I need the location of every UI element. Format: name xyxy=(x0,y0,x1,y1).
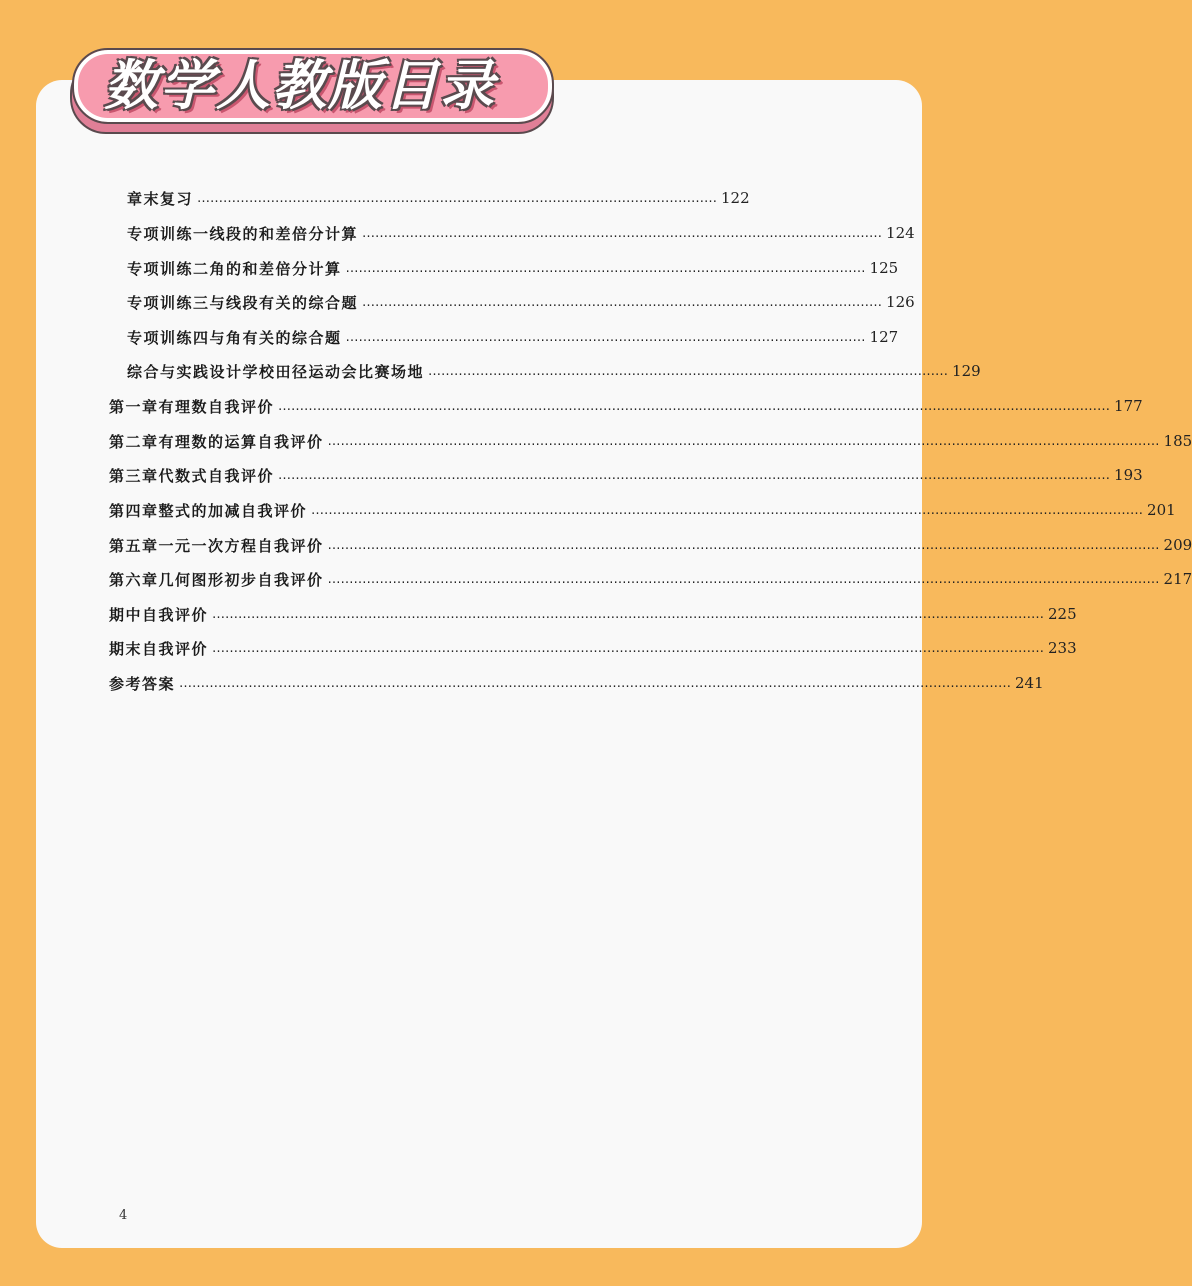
chapter-name: 一元一次方程 xyxy=(158,536,258,555)
toc-entry[interactable] xyxy=(109,638,1077,658)
entry-subtitle: 与角有关的综合题 xyxy=(209,328,342,347)
entry-subtitle: 与线段有关的综合题 xyxy=(209,293,359,312)
chapter-eval: 自我评价 xyxy=(208,397,275,416)
entry-page: 185 xyxy=(1163,432,1192,450)
chapter-name: 有理数的运算 xyxy=(158,432,258,451)
dot-leader: ………………………………………………………………………………………………………………………………………………………………………… xyxy=(212,606,1045,622)
entry-subtitle: 设计学校田径运动会比赛场地 xyxy=(209,362,425,381)
entry-title: 综合与实践 xyxy=(127,362,210,381)
toc-entry[interactable] xyxy=(127,292,915,312)
dot-leader: ………………………………………………………………………………………………………………………………………………………………………… xyxy=(179,675,1012,691)
entry-page: 125 xyxy=(869,259,899,277)
entry-title: 参考答案 xyxy=(109,674,176,693)
toc-entry[interactable] xyxy=(127,361,981,381)
entry-subtitle: 角的和差倍分计算 xyxy=(209,259,342,278)
chapter-name: 代数式 xyxy=(158,466,209,485)
chapter-label: 第三章 xyxy=(109,466,159,485)
chapter-label: 第六章 xyxy=(109,570,159,589)
entry-subtitle: 线段的和差倍分计算 xyxy=(209,224,359,243)
chapter-label: 第一章 xyxy=(109,397,159,416)
entry-title: 专项训练三 xyxy=(127,293,210,312)
entry-page: 241 xyxy=(1015,674,1044,692)
entry-page: 209 xyxy=(1163,536,1192,554)
entry-title: 章末复习 xyxy=(127,189,194,208)
dot-leader: ………………………………………………………………………………………………………… xyxy=(345,329,866,345)
entry-title: 期中自我评价 xyxy=(109,605,209,624)
entry-page: 127 xyxy=(869,328,899,346)
toc-chapter-entry[interactable] xyxy=(109,569,1192,589)
entry-page: 233 xyxy=(1048,639,1077,657)
entry-page: 217 xyxy=(1163,570,1192,588)
dot-leader: ………………………………………………………………………………………………………………………………………………………………………… xyxy=(212,640,1045,656)
dot-leader: ………………………………………………………………………………………………………… xyxy=(345,260,866,276)
chapter-eval: 自我评价 xyxy=(257,570,324,589)
toc-entry[interactable] xyxy=(127,258,899,278)
toc-entry[interactable] xyxy=(127,223,915,243)
dot-leader: ………………………………………………………………………………………………………… xyxy=(362,225,883,241)
entry-page: 124 xyxy=(886,224,915,242)
chapter-label: 第四章 xyxy=(109,501,159,520)
toc-chapter-entry[interactable] xyxy=(109,500,1176,520)
entry-page: 126 xyxy=(886,293,915,311)
page-number: 4 xyxy=(119,1208,128,1223)
entry-page: 201 xyxy=(1147,501,1176,519)
toc-entry[interactable] xyxy=(127,188,750,208)
dot-leader: ………………………………………………………………………………………………………………………………………………………………………… xyxy=(327,571,1160,587)
chapter-label: 第五章 xyxy=(109,536,159,555)
entry-page: 225 xyxy=(1048,605,1077,623)
dot-leader: ………………………………………………………………………………………………………………………………………………………………………… xyxy=(278,467,1111,483)
entry-title: 专项训练四 xyxy=(127,328,210,347)
chapter-eval: 自我评价 xyxy=(241,501,308,520)
chapter-name: 有理数 xyxy=(158,397,209,416)
chapter-eval: 自我评价 xyxy=(208,466,275,485)
dot-leader: ………………………………………………………………………………………………………… xyxy=(428,363,949,379)
toc-entry[interactable] xyxy=(109,673,1044,693)
dot-leader: ………………………………………………………………………………………………………………………………………………………………………… xyxy=(327,433,1160,449)
page-sheet xyxy=(36,80,922,1248)
chapter-name: 整式的加减 xyxy=(158,501,242,520)
dot-leader: ………………………………………………………………………………………………………………………………………………………………………… xyxy=(278,398,1111,414)
dot-leader: ………………………………………………………………………………………………………… xyxy=(197,190,718,206)
toc-chapter-entry[interactable] xyxy=(109,535,1192,555)
entry-page: 193 xyxy=(1114,466,1143,484)
entry-page: 129 xyxy=(952,362,981,380)
toc-chapter-entry[interactable] xyxy=(109,396,1143,416)
chapter-name: 几何图形初步 xyxy=(158,570,258,589)
chapter-label: 第二章 xyxy=(109,432,159,451)
entry-title: 专项训练一 xyxy=(127,224,210,243)
entry-title: 期末自我评价 xyxy=(109,639,209,658)
entry-page: 177 xyxy=(1114,397,1143,415)
dot-leader: ………………………………………………………………………………………………………………………………………………………………………… xyxy=(311,502,1144,518)
toc-chapter-entry[interactable] xyxy=(109,431,1192,451)
toc-entry[interactable] xyxy=(127,327,899,347)
dot-leader: ………………………………………………………………………………………………………………………………………………………………………… xyxy=(327,537,1160,553)
entry-title: 专项训练二 xyxy=(127,259,210,278)
entry-page: 122 xyxy=(721,189,750,207)
dot-leader: ………………………………………………………………………………………………………… xyxy=(362,294,883,310)
toc-chapter-entry[interactable] xyxy=(109,465,1143,485)
toc-entry[interactable] xyxy=(109,604,1077,624)
chapter-eval: 自我评价 xyxy=(257,536,324,555)
chapter-eval: 自我评价 xyxy=(257,432,324,451)
page-title: 数学人教版目录 xyxy=(104,54,496,117)
